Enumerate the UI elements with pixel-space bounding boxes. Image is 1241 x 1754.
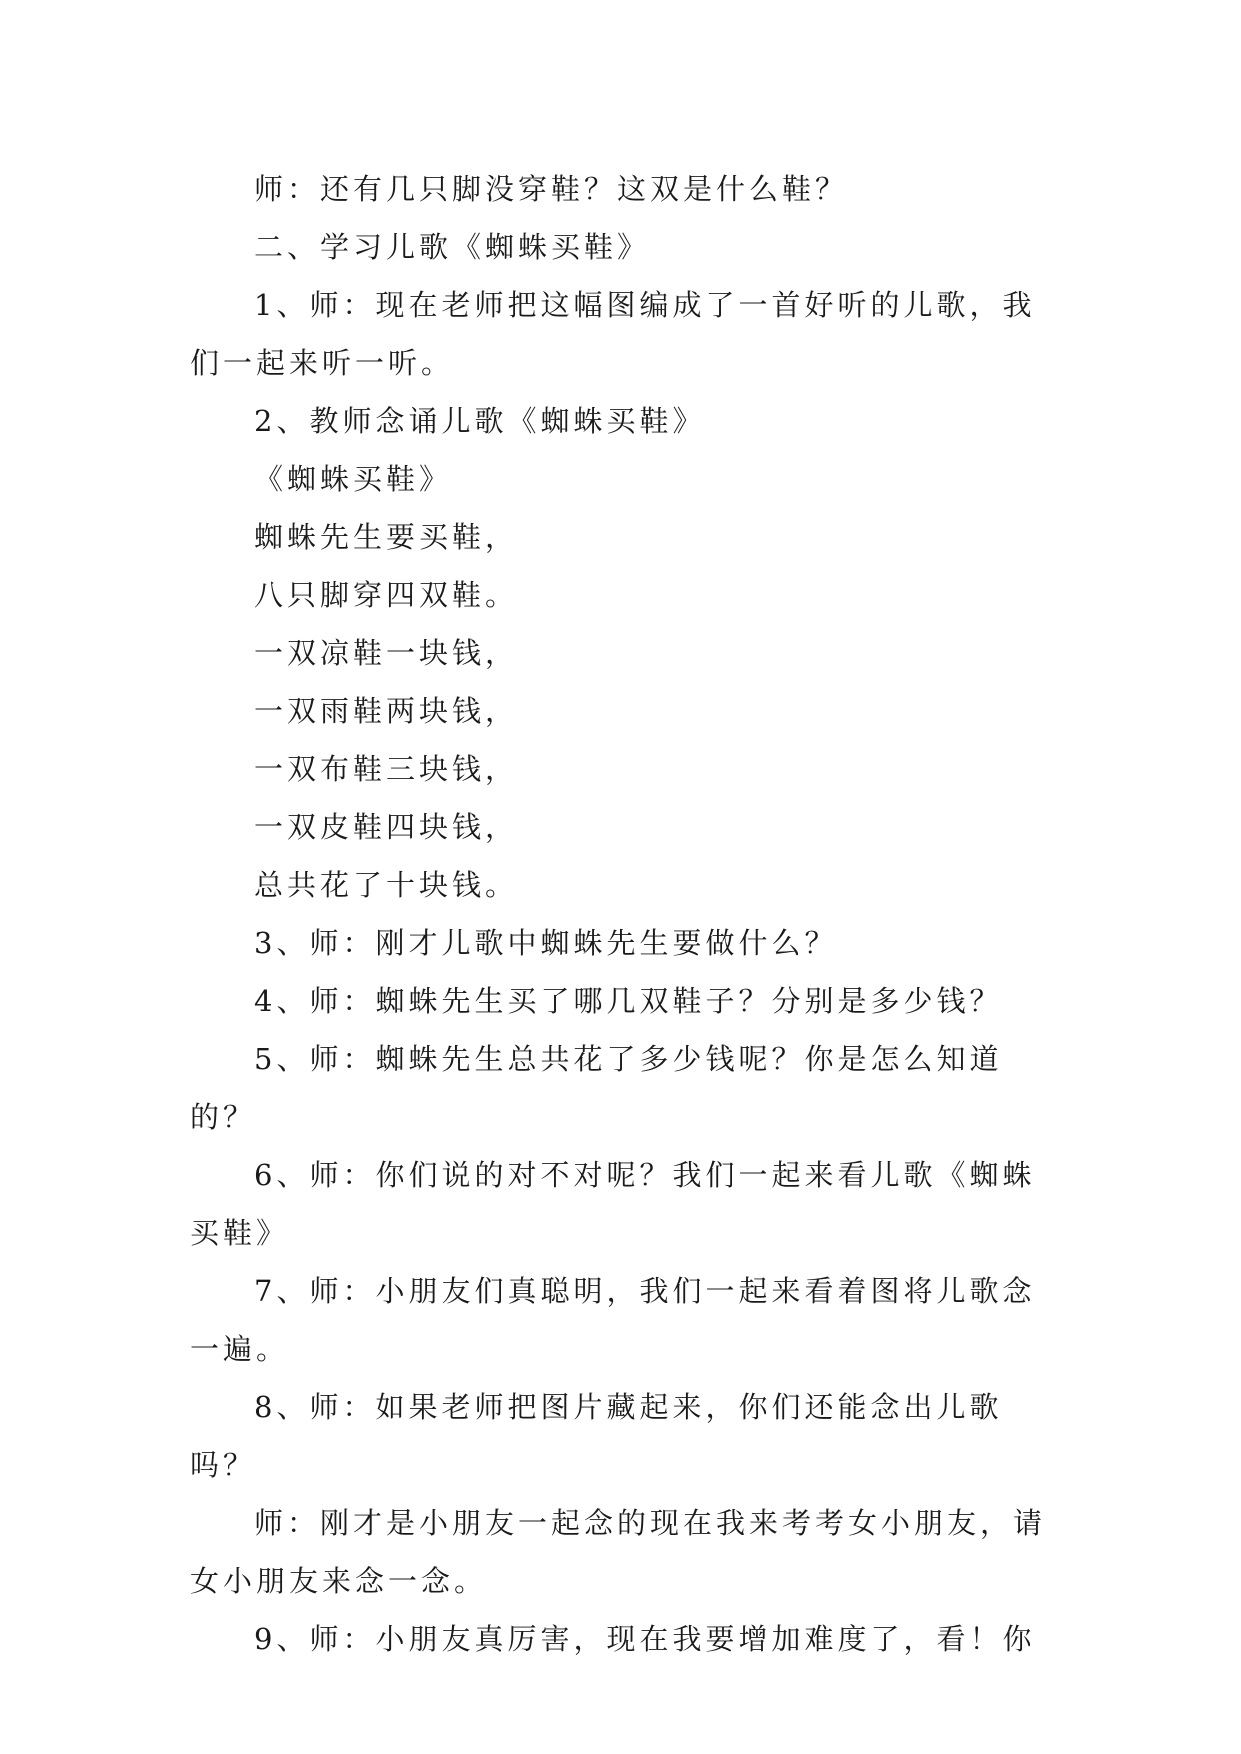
rhyme-line: 八只脚穿四双鞋。 bbox=[254, 578, 519, 612]
rhyme-title: 《蜘蛛买鞋》 bbox=[254, 462, 453, 496]
rhyme-line: 一双皮鞋四块钱， bbox=[254, 810, 519, 844]
section-heading-learn-rhyme: 二、学习儿歌《蜘蛛买鞋》 bbox=[254, 230, 651, 264]
paragraph-step-1: 1、师：现在老师把这幅图编成了一首好听的儿歌，我们一起来听一听。 bbox=[190, 288, 1036, 380]
rhyme-line: 一双布鞋三块钱， bbox=[254, 752, 519, 786]
paragraph-step-3: 3、师：刚才儿歌中蜘蛛先生要做什么？ bbox=[254, 926, 838, 960]
rhyme-line: 总共花了十块钱。 bbox=[254, 868, 519, 902]
rhyme-line: 一双雨鞋两块钱， bbox=[254, 694, 519, 728]
paragraph-step-4: 4、师：蜘蛛先生买了哪几双鞋子？分别是多少钱？ bbox=[254, 984, 1003, 1018]
paragraph-step-5: 5、师：蜘蛛先生总共花了多少钱呢？你是怎么知道的？ bbox=[190, 1042, 1003, 1134]
paragraph-step-2: 2、教师念诵儿歌《蜘蛛买鞋》 bbox=[254, 404, 706, 438]
paragraph-step-7: 7、师：小朋友们真聪明，我们一起来看着图将儿歌念一遍。 bbox=[190, 1274, 1036, 1366]
paragraph-step-9: 9、师：小朋友真厉害，现在我要增加难度了，看！你 bbox=[254, 1622, 1036, 1656]
rhyme-line: 一双凉鞋一块钱， bbox=[254, 636, 519, 670]
document-body bbox=[190, 160, 1050, 1668]
paragraph-step-8: 8、师：如果老师把图片藏起来，你们还能念出儿歌吗？ bbox=[190, 1390, 1003, 1482]
rhyme-line: 蜘蛛先生要买鞋， bbox=[254, 520, 519, 554]
paragraph-step-6: 6、师：你们说的对不对呢？我们一起来看儿歌《蜘蛛买鞋》 bbox=[190, 1158, 1036, 1250]
paragraph-question-shoes: 师：还有几只脚没穿鞋？这双是什么鞋？ bbox=[254, 172, 849, 206]
paragraph-teacher-girls: 师：刚才是小朋友一起念的现在我来考考女小朋友，请女小朋友来念一念。 bbox=[190, 1506, 1047, 1598]
